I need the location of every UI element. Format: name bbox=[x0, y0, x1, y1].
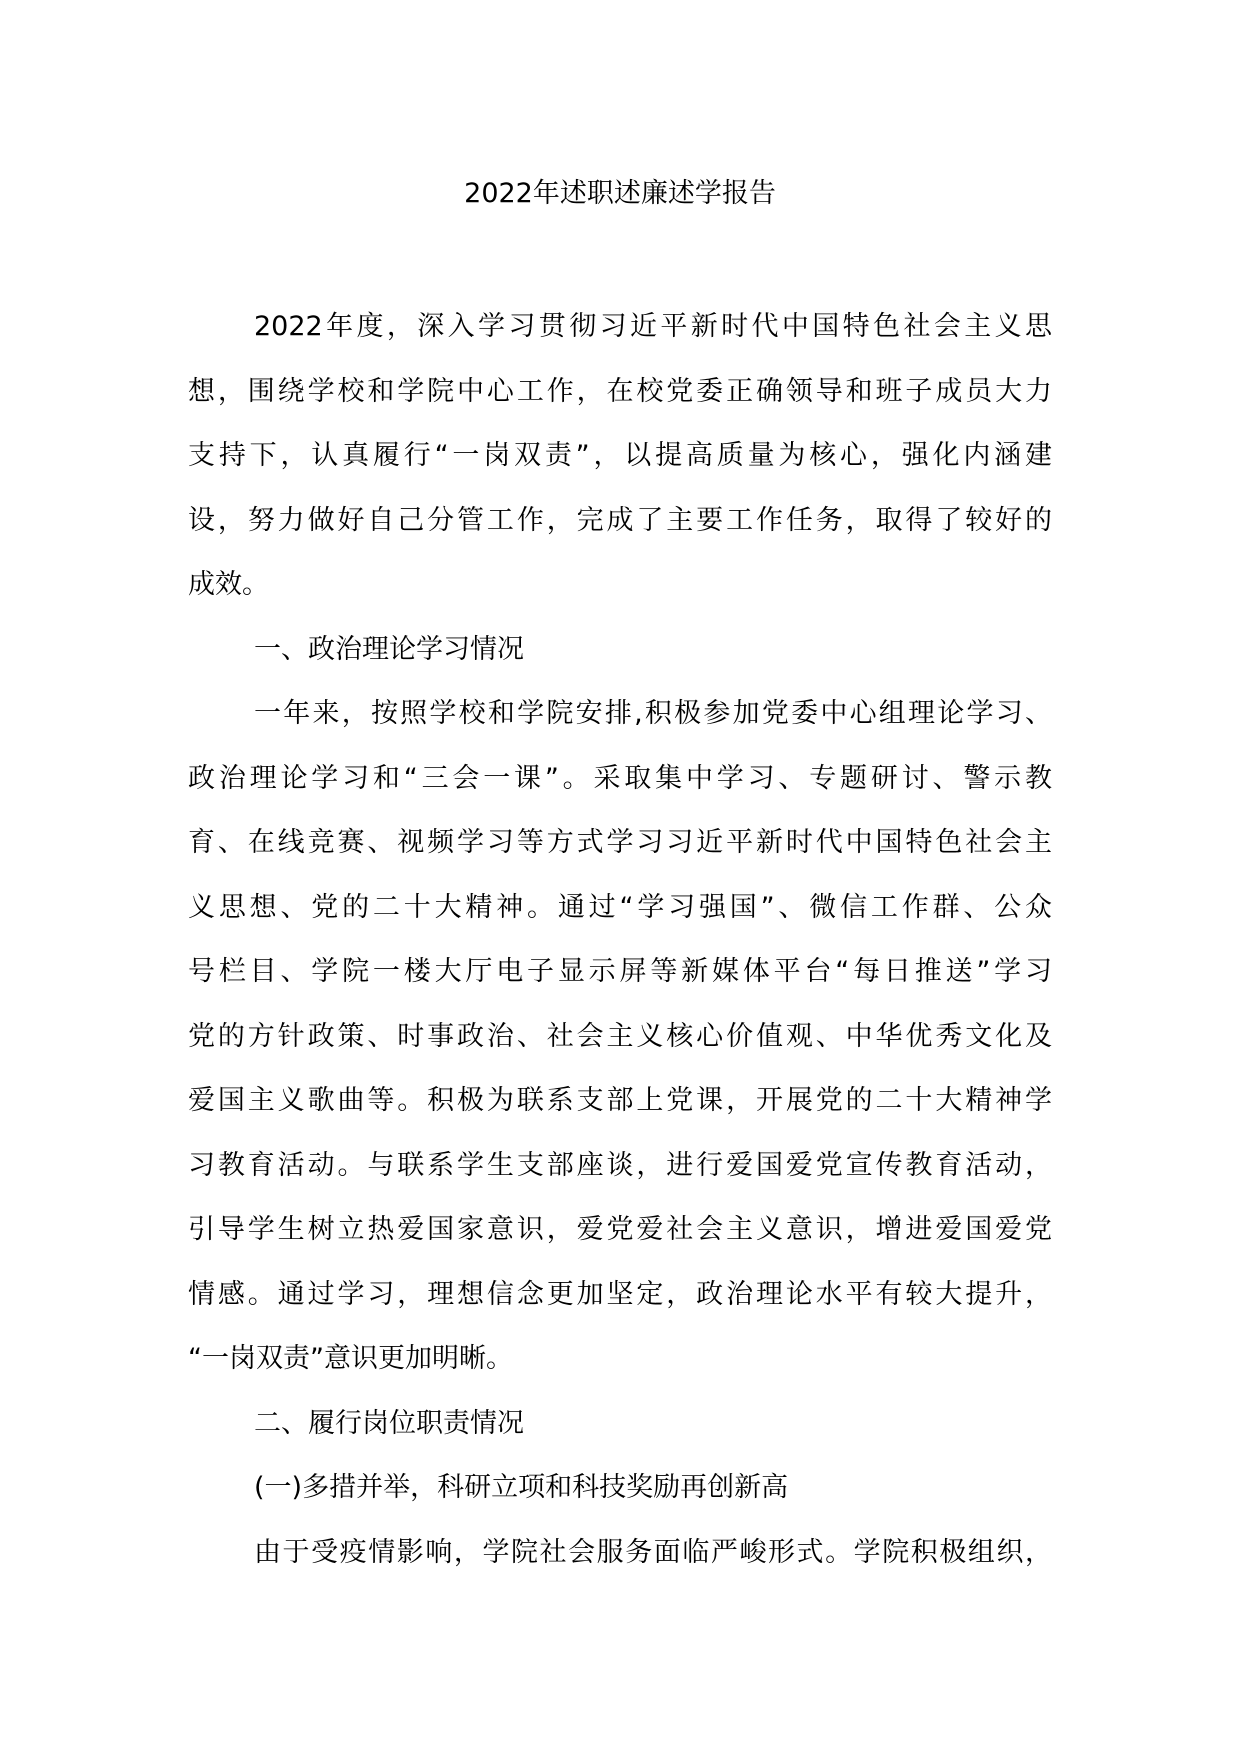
body-line: 支持下，认真履行“一岗双责”，以提高质量为核心，强化内涵建 bbox=[188, 440, 1052, 471]
body-line: “一岗双责”意识更加明晰。 bbox=[188, 1343, 513, 1374]
section-heading-1: 一、政治理论学习情况 bbox=[254, 633, 524, 665]
body-line: 爱国主义歌曲等。积极为联系支部上党课，开展党的二十大精神学 bbox=[188, 1085, 1052, 1116]
body-line: 政治理论学习和“三会一课”。采取集中学习、专题研讨、警示教 bbox=[188, 762, 1052, 794]
body-line: 党的方针政策、时事政治、社会主义核心价值观、中华优秀文化及 bbox=[188, 1020, 1052, 1052]
section-heading-2: 二、履行岗位职责情况 bbox=[254, 1407, 524, 1439]
subsection-heading-1: (一)多措并举，科研立项和科技奖励再创新高 bbox=[254, 1472, 789, 1503]
body-line: 情感。通过学习，理想信念更加坚定，政治理论水平有较大提升， bbox=[188, 1278, 1052, 1310]
body-line: 2022年度，深入学习贯彻习近平新时代中国特色社会主义思 bbox=[254, 311, 1052, 342]
body-line: 想，围绕学校和学院中心工作，在校党委正确领导和班子成员大力 bbox=[188, 375, 1052, 407]
body-line: 习教育活动。与联系学生支部座谈，进行爱国爱党宣传教育活动， bbox=[188, 1149, 1052, 1181]
body-line: 成效。 bbox=[188, 569, 269, 600]
document-title: 2022年述职述廉述学报告 bbox=[464, 178, 776, 209]
document-body bbox=[188, 295, 1052, 1585]
body-line: 一年来，按照学校和学院安排,积极参加党委中心组理论学习、 bbox=[254, 698, 1052, 729]
body-line: 引导学生树立热爱国家意识，爱党爱社会主义意识，增进爱国爱党 bbox=[188, 1214, 1052, 1245]
body-line: 义思想、党的二十大精神。通过“学习强国”、微信工作群、公众 bbox=[188, 891, 1052, 923]
body-line: 号栏目、学院一楼大厅电子显示屏等新媒体平台“每日推送”学习 bbox=[188, 956, 1052, 987]
body-line: 育、在线竞赛、视频学习等方式学习习近平新时代中国特色社会主 bbox=[188, 827, 1052, 858]
body-line: 设，努力做好自己分管工作，完成了主要工作任务，取得了较好的 bbox=[188, 504, 1052, 536]
body-line: 由于受疫情影响，学院社会服务面临严峻形式。学院积极组织， bbox=[254, 1536, 1052, 1568]
